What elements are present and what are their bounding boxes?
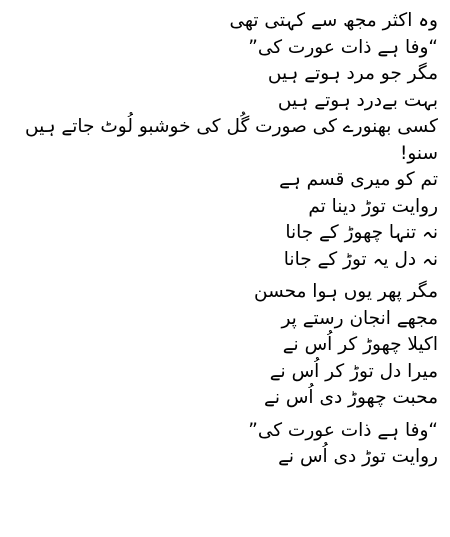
poem-line: مگر جو مرد ہوتے ہیں — [267, 63, 438, 84]
poem-line: مجھے انجان رستے پر — [281, 307, 438, 329]
poem-line: وہ اکثر مجھ سے کہتی تھی — [229, 10, 438, 31]
poem-line: میرا دل توڑ کر اُس نے — [269, 360, 438, 382]
poem-line: سنو! — [399, 142, 438, 164]
stanza-2 — [6, 279, 438, 412]
poem-line: کسی بھنورے کی صورت گُل کی خوشبو لُوٹ جاتے ہیں — [25, 116, 438, 137]
poem-line: روایت توڑ دی اُس نے — [278, 446, 438, 467]
poem-text — [6, 8, 438, 471]
poem-line: بہت بےدرد ہوتے ہیں — [277, 89, 438, 111]
stanza-3 — [6, 418, 438, 471]
poem-line: نہ دل یہ توڑ کے جانا — [283, 248, 438, 270]
poem-line: نہ تنہا چھوڑ کے جانا — [285, 222, 438, 243]
poem-line: اکیلا چھوڑ کر اُس نے — [282, 334, 438, 355]
poem-line: “وفا ہے ذات عورت کی” — [248, 36, 438, 58]
poem-line: تم کو میری قسم ہے — [279, 169, 438, 190]
poem-line: “وفا ہے ذات عورت کی” — [248, 419, 438, 441]
poem-line: روایت توڑ دینا تم — [308, 195, 438, 217]
poem-line: محبت چھوڑ دی اُس نے — [263, 387, 438, 408]
stanza-1 — [6, 8, 438, 273]
poem-line: مگر پھر یوں ہوا محسن — [253, 281, 438, 302]
